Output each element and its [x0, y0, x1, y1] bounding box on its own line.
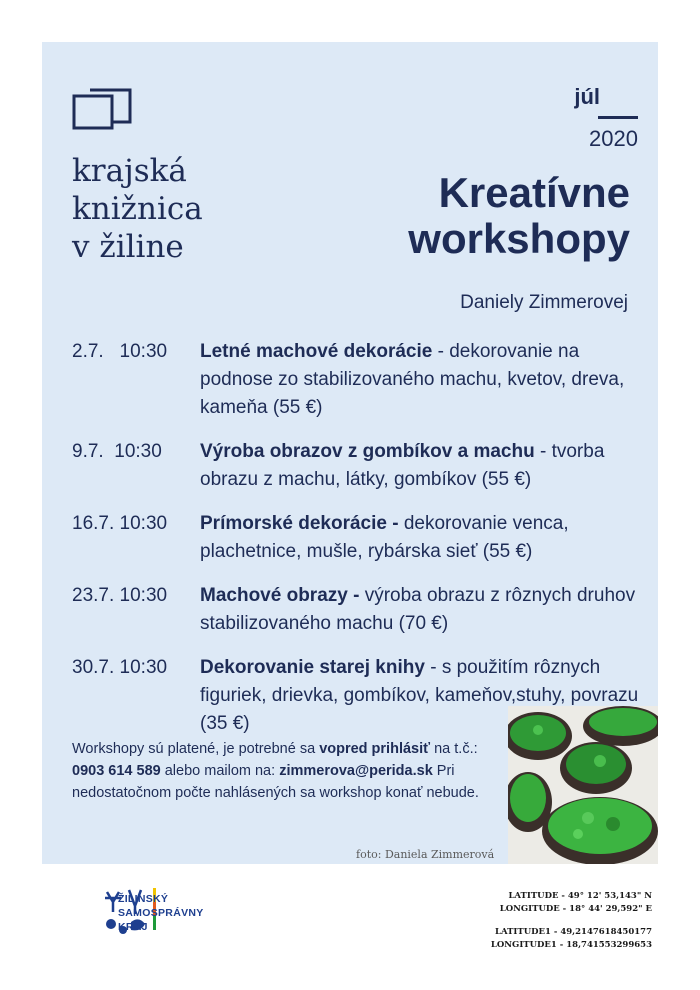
- event-schedule: [72, 338, 652, 754]
- coordinate-line: LONGITUDE - 18° 44' 29,592" E: [499, 904, 652, 914]
- month-underline: [598, 116, 638, 119]
- moss-photo: [508, 706, 658, 864]
- note-text: Workshopy sú platené, je potrebné sa: [72, 741, 320, 757]
- coordinate-line: LONGITUDE1 - 18,741553299653: [490, 940, 652, 950]
- registration-note: [72, 738, 512, 804]
- event-name: Letné machové dekorácie: [200, 341, 433, 362]
- event-datetime: 2.7. 10:30: [72, 341, 168, 362]
- note-text: alebo mailom na:: [160, 763, 280, 779]
- event-datetime: 23.7. 10:30: [72, 585, 168, 606]
- event-name: Machové obrazy -: [200, 585, 360, 606]
- library-logo-icon: [72, 88, 132, 132]
- event-datetime: 30.7. 10:30: [72, 657, 168, 678]
- title-line: workshopy: [408, 215, 630, 262]
- event-item: [72, 510, 652, 566]
- region-name-line: ŽILINSKÝ: [118, 893, 169, 905]
- note-emphasis: vopred prihlásiť: [319, 741, 431, 757]
- page-title: [408, 170, 630, 262]
- coordinates: [491, 890, 652, 952]
- library-name-line: krajská: [72, 153, 187, 189]
- region-name: [118, 892, 204, 934]
- moss-decoration-icon: [508, 706, 658, 864]
- poster-panel: [42, 42, 658, 864]
- note-text: Pri nedostatočnom počte nahlásených sa workshop konať nebude.: [72, 763, 479, 801]
- event-details: - tvorba obrazu z machu, látky, gombíkov (55 €): [200, 441, 605, 490]
- event-datetime: 9.7. 10:30: [72, 441, 162, 462]
- event-details: výroba obrazu z rôznych druhov stabilizovaného machu (70 €): [200, 585, 636, 634]
- event-item: [72, 582, 652, 638]
- phone-number: 0903 614 589: [72, 763, 161, 779]
- event-name: Výroba obrazov z gombíkov a machu: [200, 441, 535, 462]
- coordinate-line: LATITUDE - 49° 12' 53,143" N: [508, 891, 652, 901]
- event-item: [72, 338, 652, 422]
- event-details: dekorovanie venca, plachetnice, mušle, rybárska sieť (55 €): [200, 513, 569, 562]
- year-label: 2020: [589, 126, 638, 151]
- title-line: Kreatívne: [438, 169, 630, 216]
- event-description: [200, 510, 648, 566]
- event-datetime: 16.7. 10:30: [72, 513, 168, 534]
- author-name: Daniely Zimmerovej: [460, 292, 628, 313]
- photo-credit: foto: Daniela Zimmerová: [356, 848, 495, 861]
- email-address: zimmerova@perida.sk: [279, 763, 433, 779]
- event-description: [200, 438, 648, 494]
- library-name: [72, 152, 203, 266]
- region-name-line: KRAJ: [118, 921, 148, 933]
- event-details: - s použitím rôznych figuriek, drievka, gombíkov, kameňov,stuhy, povrazu (35 €): [200, 657, 639, 734]
- event-description: [200, 582, 648, 638]
- note-text: na t.č.:: [430, 741, 478, 757]
- event-name: Prímorské dekorácie -: [200, 513, 399, 534]
- region-name-line: SAMOSPRÁVNY: [118, 907, 204, 919]
- library-name-line: knižnica: [72, 191, 203, 227]
- library-name-line: v žiline: [72, 229, 184, 265]
- event-details: - dekorovanie na podnose zo stabilizovaného machu, kvetov, dreva, kameňa (55 €): [200, 341, 625, 418]
- month-label: júl: [574, 84, 600, 109]
- event-name: Dekorovanie starej knihy: [200, 657, 425, 678]
- coordinate-line: LATITUDE1 - 49,2147618450177: [494, 927, 652, 937]
- event-description: [200, 338, 648, 422]
- event-item: [72, 438, 652, 494]
